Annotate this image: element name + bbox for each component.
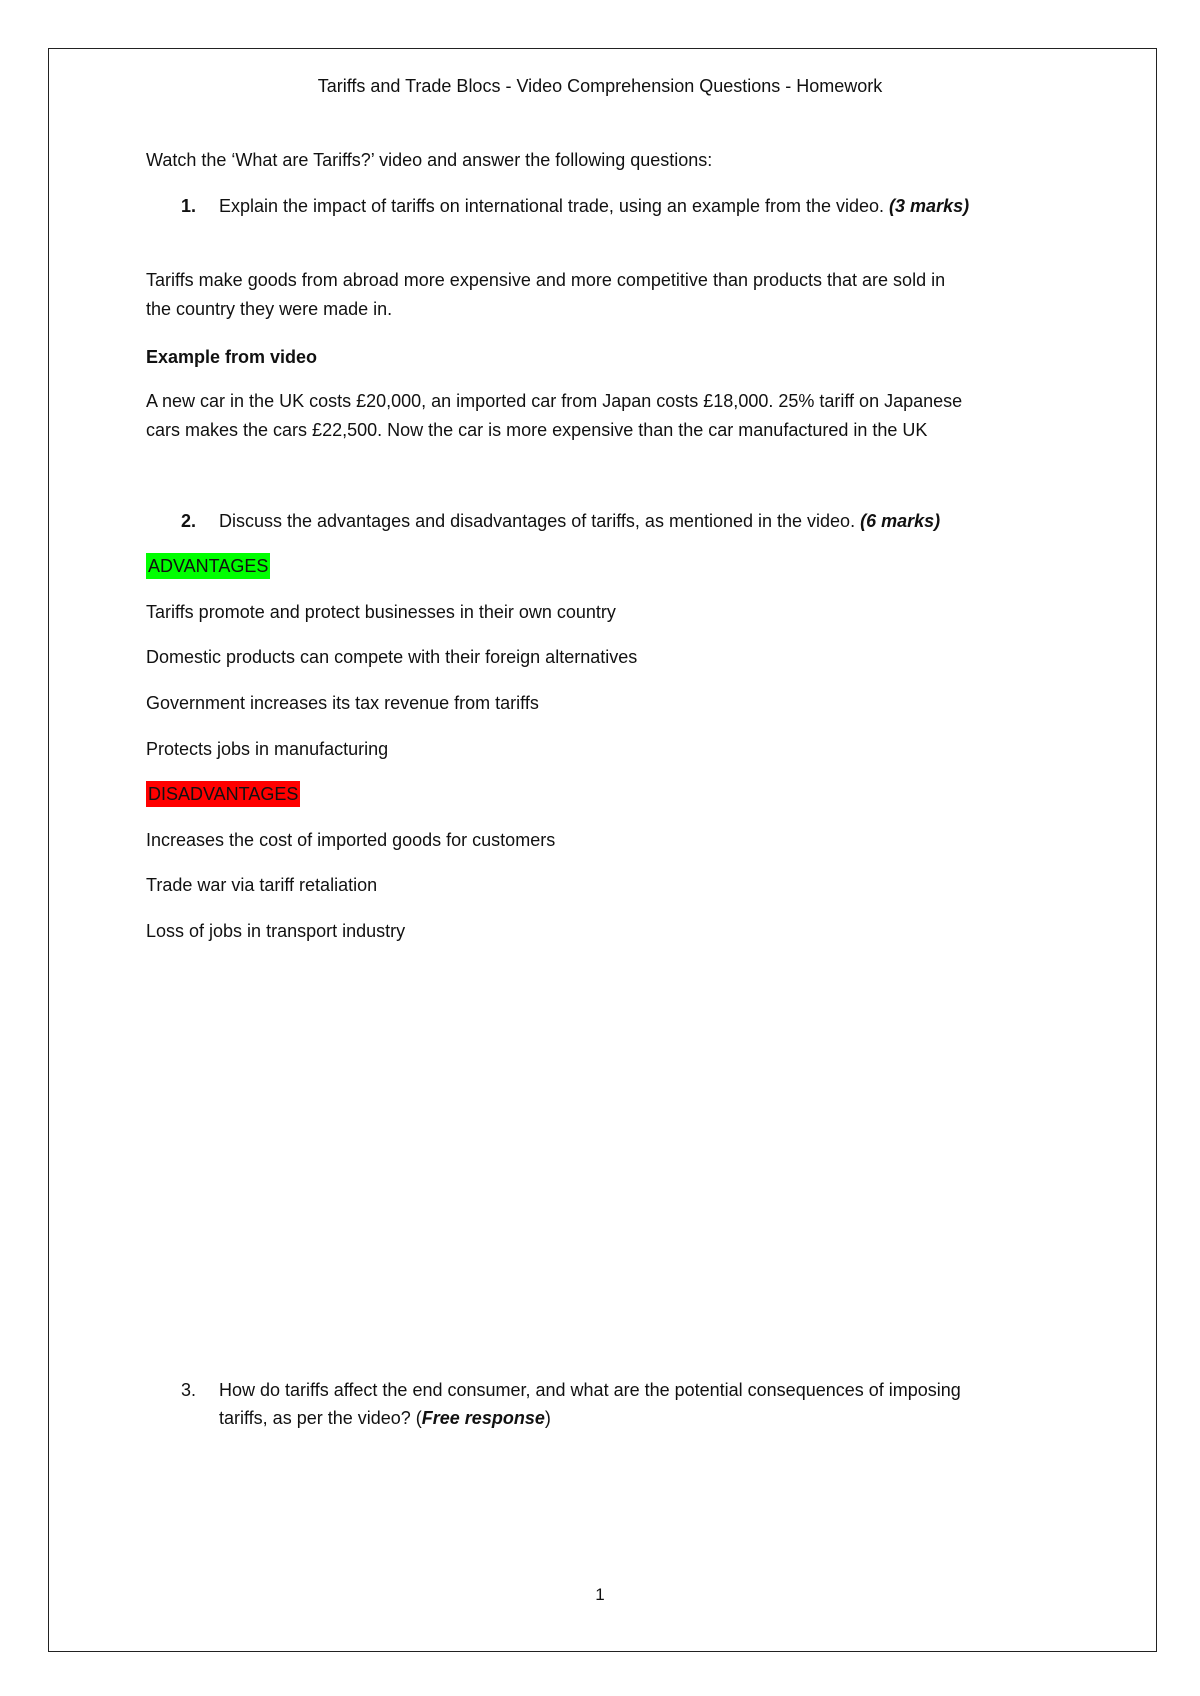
disadvantages-heading: DISADVANTAGES — [146, 781, 300, 807]
instruction-text: Watch the ‘What are Tariffs?’ video and answer the following questions: — [146, 150, 713, 170]
page-number: 1 — [595, 1585, 605, 1604]
advantages-heading: ADVANTAGES — [146, 553, 270, 579]
advantages-heading-row — [146, 552, 270, 580]
advantage-item: Government increases its tax revenue from tariffs — [146, 693, 539, 713]
question-3-number: 3. — [181, 1380, 197, 1400]
example-line-1: A new car in the UK costs £20,000, an imported car from Japan costs £18,000. 25% tariff on Japanese — [146, 391, 963, 411]
question-2-number: 2. — [181, 511, 197, 531]
question-3-prompt: How do tariffs affect the end consumer, and what are the potential consequences of imposing tariffs, as per the video? ( — [219, 1380, 961, 1428]
question-2-text — [219, 507, 1049, 535]
question-3-close-paren: ) — [544, 1408, 551, 1428]
advantage-item: Protects jobs in manufacturing — [146, 739, 389, 759]
disadvantage-item: Increases the cost of imported goods for customers — [146, 830, 556, 850]
example-line-2: cars makes the cars £22,500. Now the car is more expensive than the car manufactured in the UK — [146, 420, 928, 440]
page-header: Tariffs and Trade Blocs - Video Comprehension Questions - Homework — [317, 76, 883, 96]
disadvantages-heading-row — [146, 780, 300, 808]
disadvantage-item: Loss of jobs in transport industry — [146, 921, 406, 941]
answer-1-line-2: the country they were made in. — [146, 299, 393, 319]
question-2-prompt: Discuss the advantages and disadvantages of tariffs, as mentioned in the video. — [219, 511, 861, 531]
answer-1-line-1: Tariffs make goods from abroad more expensive and more competitive than products that are sold in — [146, 270, 946, 290]
question-1-number: 1. — [181, 196, 197, 216]
example-heading: Example from video — [146, 347, 318, 367]
question-1-marks: (3 marks) — [889, 196, 970, 216]
advantage-item: Domestic products can compete with their foreign alternatives — [146, 647, 638, 667]
question-3-free-response: Free response — [421, 1408, 545, 1428]
advantage-item: Tariffs promote and protect businesses in their own country — [146, 602, 616, 622]
question-1-text — [219, 192, 1049, 220]
disadvantage-item: Trade war via tariff retaliation — [146, 875, 378, 895]
question-3-text — [219, 1376, 989, 1432]
question-2-marks: (6 marks) — [860, 511, 941, 531]
question-1-prompt: Explain the impact of tariffs on international trade, using an example from the video. — [219, 196, 890, 216]
